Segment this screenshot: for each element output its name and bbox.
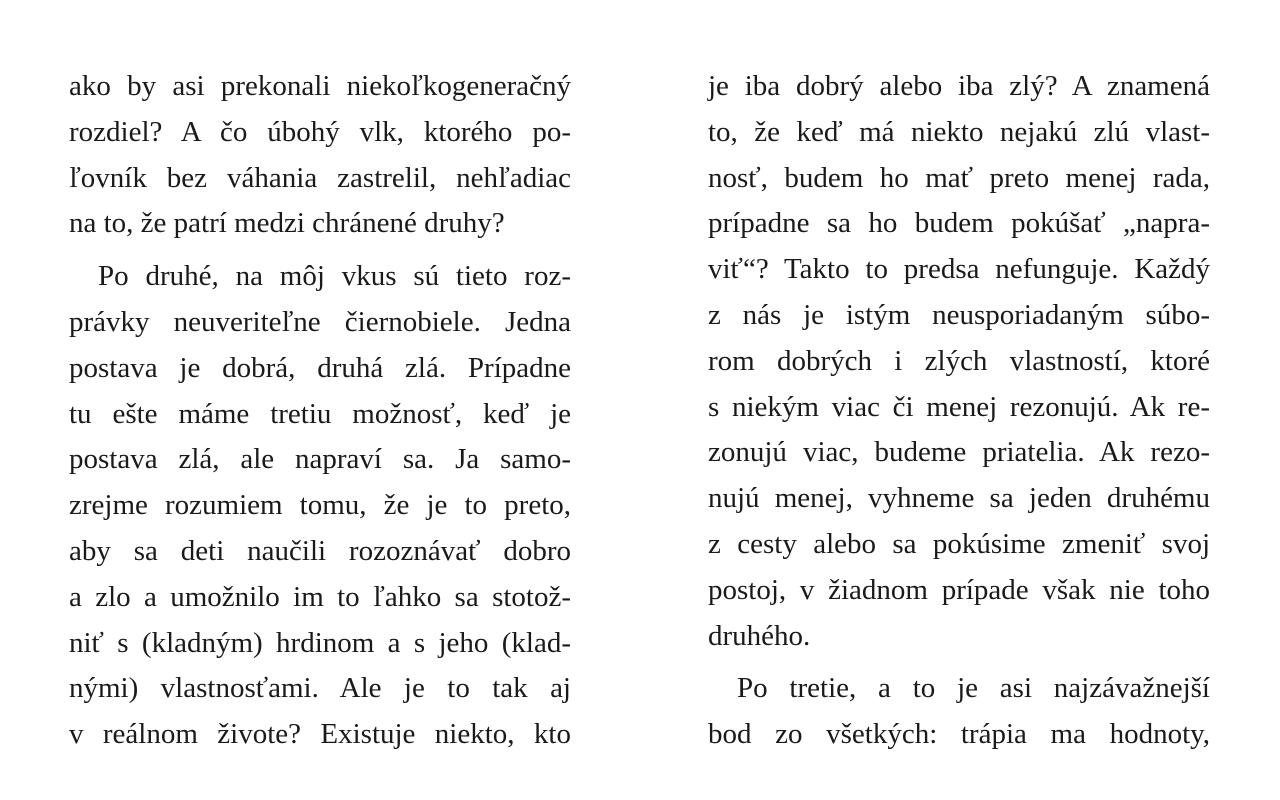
paragraph: [708, 666, 1210, 758]
text-line: tu ešte máme tretiu možnosť, keď je: [69, 397, 571, 430]
text-line: nosť, budem ho mať preto menej rada,: [708, 161, 1210, 194]
text-line: nými) vlastnosťami. Ale je to tak aj: [69, 672, 571, 705]
text-line: právky neuveriteľne čiernobiele. Jedna: [69, 305, 571, 338]
text-line: bod zo všetkých: trápia ma hodnoty,: [708, 718, 1210, 751]
text-line: nujú menej, vyhneme sa jeden druhému: [708, 482, 1210, 515]
text-line: a zlo a umožnilo im to ľahko sa stotož-: [69, 580, 571, 613]
text-line: niť s (kladným) hrdinom a s jeho (klad-: [69, 626, 571, 659]
text-line: v reálnom živote? Existuje niekto, kto: [69, 718, 571, 751]
text-line: to, že keď má niekto nejakú zlú vlast-: [708, 115, 1210, 148]
text-line: z cesty alebo sa pokúsime zmeniť svoj: [708, 527, 1210, 560]
text-line: s niekým viac či menej rezonujú. Ak re-: [708, 390, 1210, 423]
text-line: druhého.: [708, 619, 811, 652]
text-line: ľovník bez váhania zastrelil, nehľadiac: [69, 161, 571, 194]
left-page: [69, 64, 571, 758]
text-line: postava zlá, ale napraví sa. Ja samo-: [69, 443, 571, 476]
text-line: postoj, v žiadnom prípade však nie toho: [708, 573, 1210, 606]
text-line: na to, že patrí medzi chránené druhy?: [69, 207, 505, 240]
paragraph-gap: [708, 659, 1210, 666]
text-line: prípadne sa ho budem pokúšať „napra-: [708, 207, 1210, 240]
paragraph-gap: [69, 247, 571, 254]
text-line: Po tretie, a to je asi najzávažnejší: [737, 672, 1210, 705]
text-line: z nás je istým neusporiadaným súbo-: [708, 298, 1210, 331]
text-line: ako by asi prekonali niekoľkogeneračný: [69, 70, 571, 102]
text-line: rom dobrých i zlých vlastností, ktoré: [708, 344, 1210, 377]
text-line: rozdiel? A čo úbohý vlk, ktorého po-: [69, 115, 571, 148]
text-line: zrejme rozumiem tomu, že je to preto,: [69, 489, 571, 522]
text-line: je iba dobrý alebo iba zlý? A znamená: [708, 70, 1210, 102]
text-line: postava je dobrá, druhá zlá. Prípadne: [69, 351, 571, 384]
paragraph: [708, 64, 1210, 659]
text-line: Po druhé, na môj vkus sú tieto roz-: [98, 260, 571, 293]
text-line: aby sa deti naučili rozoznávať dobro: [69, 534, 571, 567]
text-line: viť“? Takto to predsa nefunguje. Každý: [708, 253, 1210, 286]
paragraph: [69, 254, 571, 758]
right-page: [708, 64, 1210, 758]
text-line: zonujú viac, budeme priatelia. Ak rezo-: [708, 436, 1210, 469]
paragraph: [69, 64, 571, 247]
